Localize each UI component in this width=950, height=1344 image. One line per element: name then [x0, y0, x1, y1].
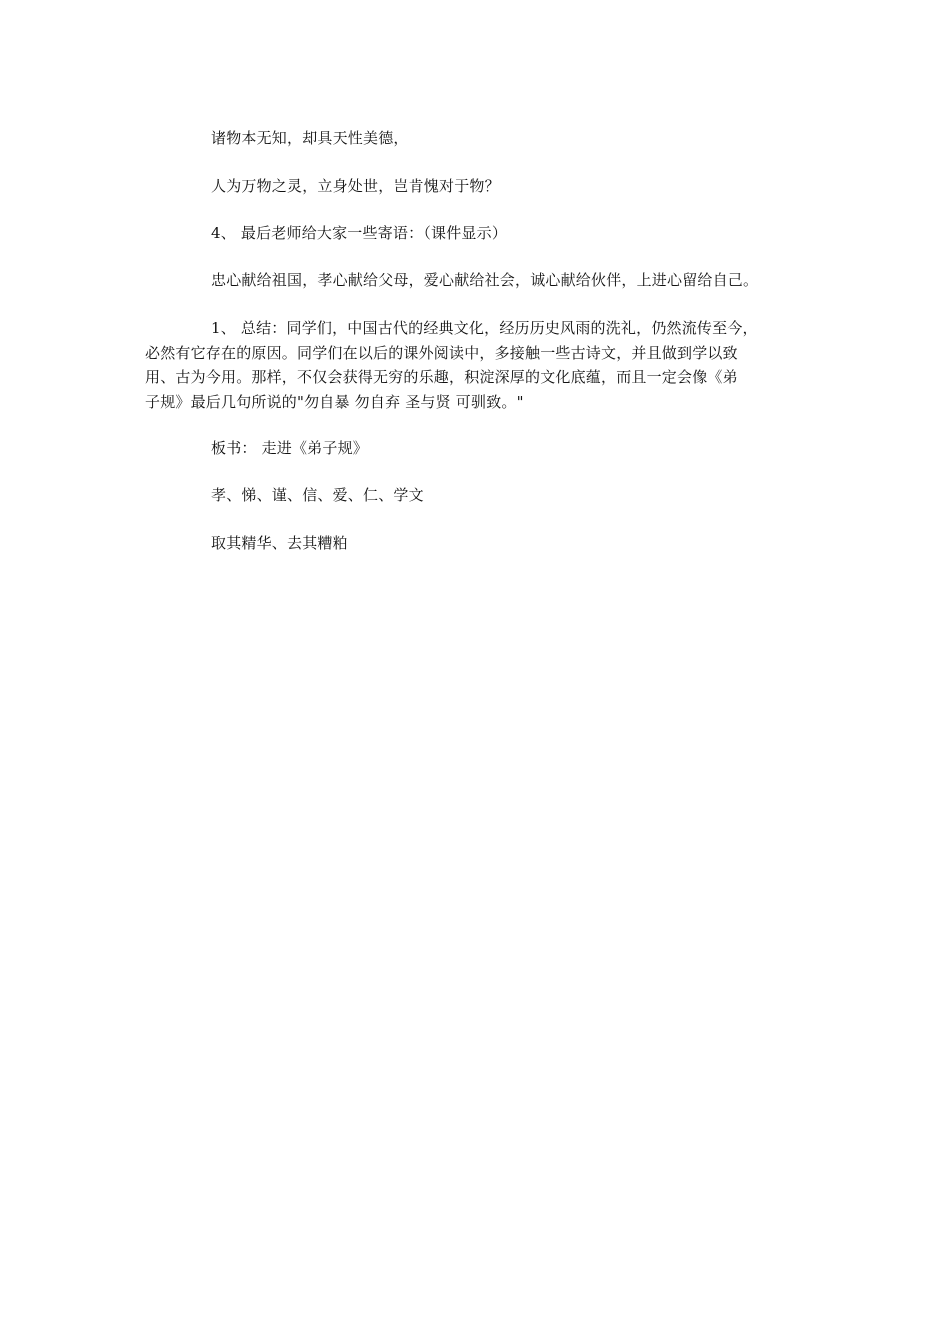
message-line: 忠心献给祖国，孝心献给父母，爱心献给社会，诚心献给伙伴，上进心留给自己。 [211, 271, 759, 289]
summary-line-4: 子规》最后几句所说的"勿自暴 勿自弃 圣与贤 可驯致。" [145, 392, 524, 411]
summary-line-2: 必然有它存在的原因。同学们在以后的课外阅读中，多接触一些古诗文，并且做到学以致 [145, 343, 738, 362]
board-conclusion: 取其精华、去其糟粕 [211, 534, 348, 552]
board-title: 板书： 走进《弟子规》 [211, 439, 368, 457]
summary-line-3: 用、古为今用。那样，不仅会获得无穷的乐趣，积淀深厚的文化底蕴，而且一定会像《弟 [145, 368, 738, 386]
board-virtues: 孝、悌、谨、信、爱、仁、学文 [211, 486, 424, 504]
poem-line-1: 诸物本无知，却具天性美德， [211, 129, 409, 147]
section-4-heading: 4、 最后老师给大家一些寄语：（课件显示） [211, 224, 508, 242]
summary-line-1: 1、 总结：同学们，中国古代的经典文化，经历历史风雨的洗礼，仍然流传至今， [211, 319, 758, 337]
poem-line-2: 人为万物之灵，立身处世，岂肯愧对于物？ [211, 177, 500, 195]
summary-paragraph [145, 316, 805, 414]
